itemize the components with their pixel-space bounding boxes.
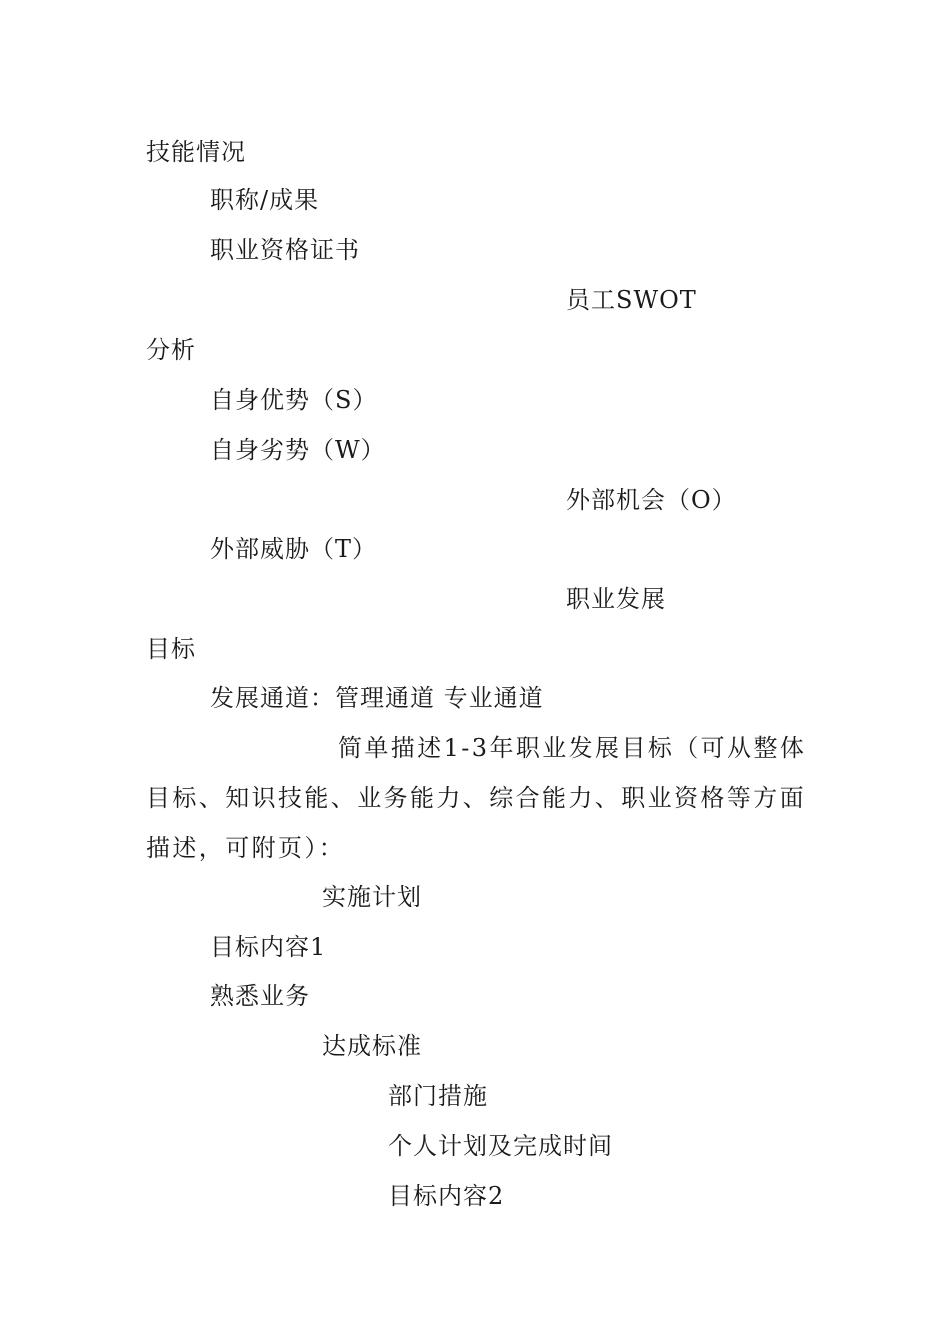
dev-channel-text: 发展通道：管理通道 专业通道 xyxy=(210,684,544,712)
familiar-business-text: 熟悉业务 xyxy=(210,982,310,1010)
opportunity-label: 外部机会（O） xyxy=(566,486,737,514)
threat-label: 外部威胁（T） xyxy=(210,535,378,563)
weakness-label: 自身劣势（W） xyxy=(210,436,386,464)
dept-measures-label: 部门措施 xyxy=(388,1082,488,1110)
impl-plan-heading: 实施计划 xyxy=(322,883,422,911)
goal-content-1-label: 目标内容1 xyxy=(210,933,327,961)
qualification-cert-label: 职业资格证书 xyxy=(210,236,360,264)
achievement-standard-label: 达成标准 xyxy=(322,1032,422,1060)
strength-label: 自身优势（S） xyxy=(210,386,378,414)
goal-content-2-label: 目标内容2 xyxy=(388,1182,505,1210)
career-goal-heading-part1: 职业发展 xyxy=(566,585,666,613)
title-achievement-label: 职称/成果 xyxy=(210,186,320,214)
skills-heading: 技能情况 xyxy=(146,138,246,166)
swot-heading-part1: 员工SWOT xyxy=(566,286,697,314)
swot-heading-part2: 分析 xyxy=(146,336,196,364)
personal-plan-label: 个人计划及完成时间 xyxy=(388,1132,613,1160)
career-goal-heading-part2: 目标 xyxy=(146,635,196,663)
goal-description-paragraph: 简单描述1-3年职业发展目标（可从整体目标、知识技能、业务能力、综合能力、职业资格等方面描述，可附页）： xyxy=(146,734,807,862)
